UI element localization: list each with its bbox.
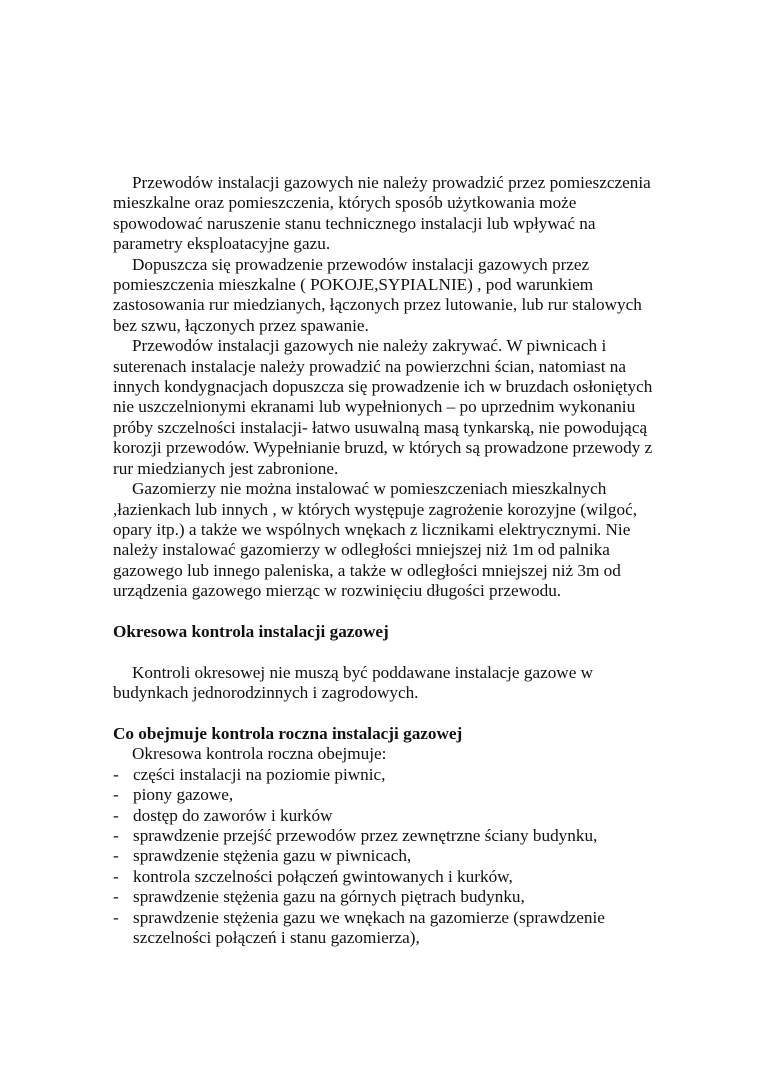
list-item-text: sprawdzenie przejść przewodów przez zewnętrzne ściany budynku, xyxy=(133,825,598,845)
list-item-text: części instalacji na poziomie piwnic, xyxy=(133,764,386,784)
heading-annual-inspection: Co obejmuje kontrola roczna instalacji gazowej xyxy=(113,723,463,743)
heading-periodic-inspection: Okresowa kontrola instalacji gazowej xyxy=(113,621,389,641)
list-item-text: dostęp do zaworów i kurków xyxy=(133,805,333,825)
paragraph-periodic-inspection: Kontroli okresowej nie muszą być poddawane instalacje gazowe w budynkach jednorodzinnych i zagrodowych. xyxy=(113,662,594,703)
paragraph-gas-meters: Gazomierzy nie można instalować w pomieszczeniach mieszkalnych ,łazienkach lub innych , w których występuje zagrożenie korozyjne (wilgoć, opary itp.) a także we wspólnych wnękach z licznikami elektrycznymi. Nie należy instalować gazomierzy w odległości mniejszej niż 1m od palnika gazowego lub innego paleniska, a także w odległości mniejszej niż 3m od urządzenia gazowego mierząc w rozwinięciu długości przewodu. xyxy=(113,479,638,601)
list-item-text: kontrola szczelności połączeń gwintowanych i kurków, xyxy=(133,866,513,886)
list-item xyxy=(113,887,663,907)
paragraph-gas-pipes-covering: Przewodów instalacji gazowych nie należy zakrywać. W piwnicach i suterenach instalacje należy prowadzić na powierzchni ścian, natomiast na innych kondygnacjach dopuszcza się prowadzenie ich w bruzdach osłoniętych nie uszczelnionymi ekranami lub wypełnionych – po uprzednim wykonaniu próby szczelności instalacji- łatwo usuwalną masą tynkarską, nie powodującą korozji przewodów. Wypełnianie bruzd, w których są prowadzone przewody z rur miedzianych jest zabronione. xyxy=(113,336,653,478)
dash-bullet: - xyxy=(113,764,119,784)
list-item xyxy=(113,908,663,949)
dash-bullet: - xyxy=(113,785,119,805)
paragraph-gas-pipes-restriction: Przewodów instalacji gazowych nie należy prowadzić przez pomieszczenia mieszkalne oraz pomieszczenia, których sposób użytkowania może spowodować naruszenie stanu technicznego instalacji lub wpływać na parametry eksploatacyjne gazu. xyxy=(113,173,651,254)
dash-bullet: - xyxy=(113,805,119,825)
dash-bullet: - xyxy=(113,866,119,886)
list-item-text: sprawdzenie stężenia gazu na górnych piętrach budynku, xyxy=(133,887,525,907)
dash-bullet: - xyxy=(113,846,119,866)
annual-inspection-list xyxy=(113,765,663,949)
list-item xyxy=(113,806,663,826)
list-item xyxy=(113,785,663,805)
list-item-text: sprawdzenie stężenia gazu we wnękach na gazomierze (sprawdzenie szczelności połączeń i stanu gazomierza), xyxy=(133,907,605,947)
list-item-text: sprawdzenie stężenia gazu w piwnicach, xyxy=(133,846,412,866)
dash-bullet: - xyxy=(113,907,119,927)
list-item xyxy=(113,765,663,785)
document-body xyxy=(113,173,663,948)
list-item-text: piony gazowe, xyxy=(133,785,234,805)
list-item xyxy=(113,867,663,887)
dash-bullet: - xyxy=(113,825,119,845)
list-item xyxy=(113,826,663,846)
list-item xyxy=(113,846,663,866)
dash-bullet: - xyxy=(113,887,119,907)
list-intro: Okresowa kontrola roczna obejmuje: xyxy=(132,744,387,764)
paragraph-gas-pipes-allowed: Dopuszcza się prowadzenie przewodów instalacji gazowych przez pomieszczenia mieszkalne ( POKOJE,SYPIALNIE) , pod warunkiem zastosowania rur miedzianych, łączonych przez lutowanie, lub rur stalowych bez szwu, łączonych przez spawanie. xyxy=(113,254,642,335)
